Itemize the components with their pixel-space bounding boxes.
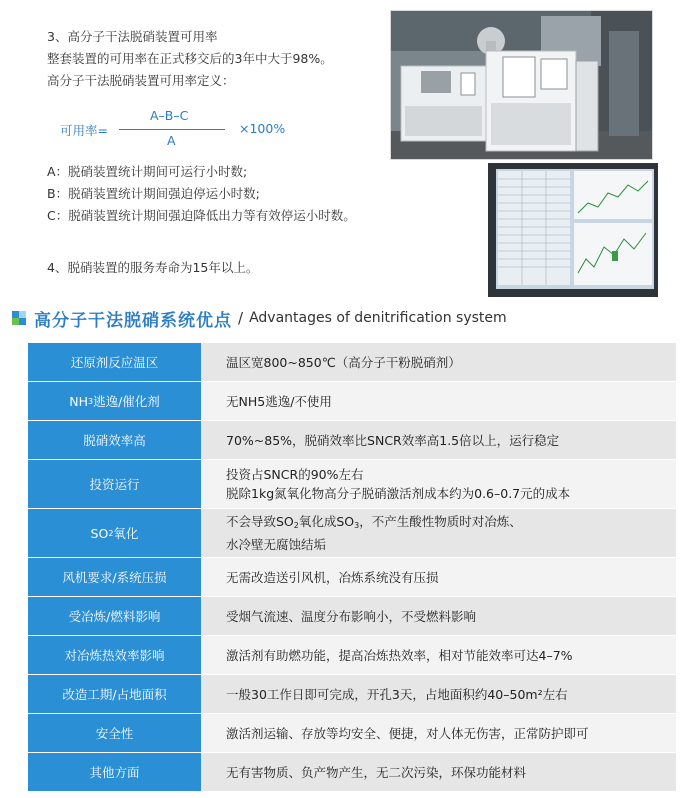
equipment-photo (390, 10, 653, 160)
row-value (201, 753, 676, 792)
availability-definition-intro: 高分子干法脱硝装置可用率定义： (47, 73, 235, 88)
row-label: 还原剂反应温区 (28, 343, 201, 382)
row-value (201, 421, 676, 460)
row-value-text: 无需改造送引风机，冶炼系统没有压损 (226, 569, 439, 585)
row-value-subscript: 2 (293, 521, 299, 530)
row-value-fragment: ，不产生酸性物质时对冶炼、 (359, 514, 522, 529)
row-label: 受冶炼/燃料影响 (28, 597, 201, 636)
control-screen-photo (488, 163, 658, 297)
row-value (201, 558, 676, 597)
table-row (28, 675, 676, 714)
table-row (28, 343, 676, 382)
section-marker-icon (12, 311, 26, 325)
formula-fraction-bar (119, 129, 225, 130)
row-value-text: 投资占SNCR的90%左右 (226, 467, 364, 482)
service-life-text: 4、脱硝装置的服务寿命为15年以上。 (47, 260, 259, 275)
availability-formula (47, 106, 367, 154)
row-value (201, 636, 676, 675)
row-value (201, 343, 676, 382)
row-label: 对冶炼热效率影响 (28, 636, 201, 675)
row-label: 风机要求/系统压损 (28, 558, 201, 597)
table-row (28, 460, 676, 509)
row-value (201, 509, 676, 558)
row-value-text: 无有害物质、负产物产生，无二次污染，环保功能材料 (226, 764, 527, 780)
section-title-en: Advantages of denitrification system (249, 310, 507, 326)
table-row (28, 636, 676, 675)
table-row (28, 597, 676, 636)
row-value-text: 70%~85%，脱硝效率比SNCR效率高1.5倍以上，运行稳定 (226, 432, 560, 448)
definition-a: A：脱硝装置统计期间可运行小时数; (47, 164, 248, 179)
row-label: 投资运行 (28, 460, 201, 509)
advantages-table (28, 343, 676, 792)
row-value-subscript: 3 (354, 521, 360, 530)
definition-c: C：脱硝装置统计期间强迫降低出力等有效停运小时数。 (47, 208, 356, 223)
row-label: 脱硝效率高 (28, 421, 201, 460)
row-value-text: 激活剂有助燃功能，提高冶炼热效率，相对节能效率可达4–7% (226, 647, 573, 663)
row-label-text: SO (90, 525, 109, 541)
section-title-cn: 高分子干法脱硝系统优点 (34, 310, 232, 331)
row-value-text (226, 512, 676, 535)
table-row (28, 714, 676, 753)
table-row (28, 382, 676, 421)
table-row (28, 753, 676, 792)
availability-statement: 整套装置的可用率在正式移交后的3年中大于98%。 (47, 51, 333, 66)
formula-numerator: A–B–C (150, 108, 189, 123)
row-label: 其他方面 (28, 753, 201, 792)
row-label (28, 382, 201, 421)
row-value (201, 382, 676, 421)
table-row (28, 509, 676, 558)
row-value (201, 714, 676, 753)
row-label: 改造工期/占地面积 (28, 675, 201, 714)
availability-heading: 3、高分子干法脱硝装置可用率 (47, 29, 218, 44)
row-value-text: 脱除1kg氮氧化物高分子脱硝激活剂成本约为0.6–0.7元的成本 (226, 486, 571, 501)
row-value (201, 597, 676, 636)
row-value-fragment: 氧化成SO (298, 514, 355, 529)
row-value (201, 675, 676, 714)
formula-lhs: 可用率= (60, 123, 108, 138)
intro-text (47, 26, 367, 92)
row-label-text: 逃逸/催化剂 (93, 394, 160, 409)
row-label-subscript: 2 (108, 528, 114, 538)
section-title-slash: / (238, 309, 244, 327)
row-label-text: 氧化 (113, 526, 139, 541)
row-value-text: 一般30工作日即可完成，开孔3天，占地面积约40–50m²左右 (226, 686, 568, 702)
row-value-text: 受烟气流速、温度分布影响小，不受燃料影响 (226, 608, 477, 624)
row-value-text: 温区宽800~850℃（高分子干粉脱硝剂） (226, 354, 461, 370)
row-label (28, 509, 201, 558)
formula-denominator: A (167, 133, 176, 148)
equipment-photo-illustration (391, 11, 653, 160)
row-value-fragment: 不会导致SO (226, 514, 294, 529)
row-value (201, 460, 676, 509)
definition-b: B：脱硝装置统计期间强迫停运小时数; (47, 186, 260, 201)
table-row (28, 421, 676, 460)
control-screen-illustration (488, 163, 658, 297)
row-label-subscript: 3 (87, 396, 94, 406)
section-header (12, 306, 507, 330)
row-value-text: 激活剂运输、存放等均安全、便捷，对人体无伤害，正常防护即可 (226, 725, 589, 741)
row-label-text: NH (69, 393, 88, 409)
row-value-text: 无NH5逃逸/不使用 (226, 393, 332, 409)
formula-multiplier: ×100% (239, 121, 286, 136)
row-value-text: 水冷壁无腐蚀结垢 (226, 537, 327, 552)
formula-definitions (47, 161, 377, 227)
row-label: 安全性 (28, 714, 201, 753)
table-row (28, 558, 676, 597)
